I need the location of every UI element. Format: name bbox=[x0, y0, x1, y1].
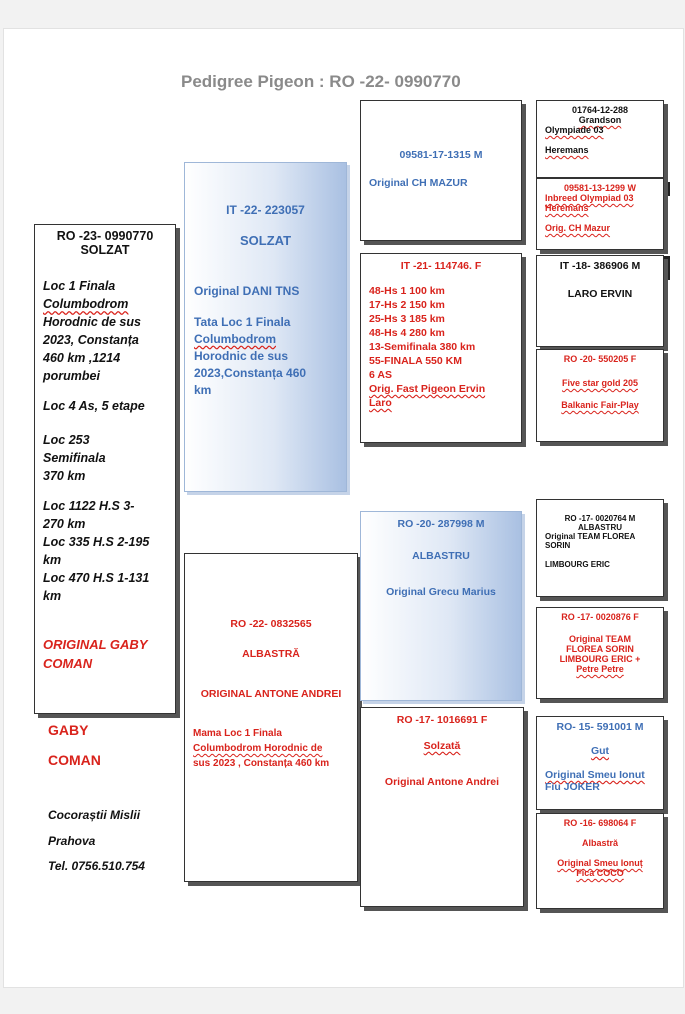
note-line: Tata Loc 1 Finala bbox=[194, 315, 291, 329]
subject-results bbox=[43, 277, 167, 605]
sire-sire-origin: Original CH MAZUR bbox=[369, 177, 468, 189]
dam-dam-card bbox=[360, 707, 524, 907]
note-line: Mama Loc 1 Finala bbox=[193, 728, 282, 739]
breeder-name-first: GABY bbox=[48, 722, 89, 738]
dss-line: ALBASTRU bbox=[578, 523, 622, 532]
result-line: Semifinala bbox=[43, 451, 106, 465]
sire-sire-ring: 09581-17-1315 M bbox=[399, 149, 483, 161]
dam-card bbox=[184, 553, 358, 882]
dam-sire-origin: Original Grecu Marius bbox=[386, 586, 496, 598]
dam-ring: RO -22- 0832565 bbox=[230, 618, 312, 630]
page-title: Pedigree Pigeon : RO -22- 0990770 bbox=[181, 72, 461, 91]
ddd-line: Fica COCO bbox=[576, 868, 624, 878]
result-line: 48-Hs 1 100 km bbox=[369, 285, 445, 297]
result-line: Loc 335 H.S 2-195 bbox=[43, 535, 150, 549]
origin-line: Laro bbox=[369, 397, 392, 409]
dam-sire-name: ALBASTRU bbox=[412, 550, 470, 562]
ssd-line: Heremans bbox=[545, 203, 589, 213]
origin-line: COMAN bbox=[43, 656, 93, 671]
sss-line: Heremans bbox=[545, 145, 589, 155]
sss-card bbox=[536, 100, 664, 178]
subject-origin bbox=[43, 635, 167, 673]
dds-line: Fiu JOKER bbox=[545, 781, 600, 793]
result-line: 370 km bbox=[43, 469, 86, 483]
subject-card bbox=[34, 224, 176, 714]
sss-ring: 01764-12-288 bbox=[571, 105, 629, 115]
result-line: 6 AS bbox=[369, 369, 392, 381]
dss-ring: RO -17- 0020764 M bbox=[564, 514, 636, 523]
note-line: sus 2023 , Constanța 460 km bbox=[193, 758, 330, 769]
breeder-locality: Cocoraștii Mislii bbox=[48, 808, 141, 822]
dam-dam-ring: RO -17- 1016691 F bbox=[396, 714, 488, 726]
edge-marker bbox=[664, 256, 670, 280]
sds-card bbox=[536, 255, 664, 347]
ddd-ring: RO -16- 698064 F bbox=[563, 818, 637, 828]
dds-ring: RO- 15- 591001 M bbox=[556, 721, 644, 733]
sire-name: SOLZAT bbox=[239, 233, 292, 248]
breeder-phone: Tel. 0756.510.754 bbox=[48, 859, 145, 873]
dam-sire-ring: RO -20- 287998 M bbox=[397, 518, 485, 530]
result-line: 17-Hs 2 150 km bbox=[369, 299, 445, 311]
dsd-ring: RO -17- 0020876 F bbox=[561, 612, 639, 622]
dss-card bbox=[536, 499, 664, 597]
result-line: Loc 1122 H.S 3- bbox=[43, 499, 135, 513]
ssd-line: Inbreed Olympiad 03 bbox=[545, 193, 634, 203]
ssd-ring: 09581-13-1299 W bbox=[563, 183, 637, 193]
result-line: Columbodrom bbox=[43, 297, 129, 311]
dss-line: Original TEAM FLOREA bbox=[545, 532, 636, 541]
ssd-card bbox=[536, 178, 664, 250]
sire-dam-card bbox=[360, 253, 522, 443]
note-line: km bbox=[194, 383, 212, 397]
dsd-line: LIMBOURG ERIC + bbox=[559, 654, 641, 664]
sire-origin: Original DANI TNS bbox=[194, 284, 300, 298]
ssd-line: Orig. CH Mazur bbox=[545, 223, 611, 233]
note-line: 2023,Constanța 460 bbox=[194, 366, 307, 380]
dsd-card bbox=[536, 607, 664, 699]
result-line: 460 km ,1214 bbox=[43, 351, 121, 365]
breeder-name-last: COMAN bbox=[48, 752, 101, 768]
result-line: 270 km bbox=[43, 517, 86, 531]
ddd-line: Original Smeu Ionuț bbox=[557, 858, 643, 868]
sss-line: Olympiade 03 bbox=[545, 125, 604, 135]
sire-sire-card bbox=[360, 100, 522, 241]
dds-line: Gut bbox=[590, 745, 610, 757]
dds-line: Original Smeu Ionut bbox=[545, 769, 645, 781]
dam-dam-name: Solzată bbox=[423, 740, 461, 752]
subject-ring: RO -23- 0990770 bbox=[56, 229, 154, 243]
result-line: Loc 253 bbox=[43, 433, 90, 447]
sire-notes bbox=[194, 314, 337, 399]
subject-name: SOLZAT bbox=[80, 243, 130, 257]
dam-notes bbox=[193, 726, 349, 771]
dss-line: LIMBOURG ERIC bbox=[545, 560, 610, 569]
sire-dam-ring: IT -21- 114746. F bbox=[400, 260, 482, 272]
sdd-line: Balkanic Fair-Play bbox=[561, 400, 639, 410]
sdd-ring: RO -20- 550205 F bbox=[563, 354, 637, 364]
result-line: 13-Semifinala 380 km bbox=[369, 341, 476, 353]
dsd-line: Original TEAM bbox=[568, 634, 631, 644]
dam-dam-origin: Original Antone Andrei bbox=[384, 776, 500, 788]
sire-dam-results bbox=[369, 284, 513, 410]
dam-origin: ORIGINAL ANTONE ANDREI bbox=[200, 688, 342, 700]
sdd-card bbox=[536, 349, 664, 442]
result-line: 55-FINALA 550 KM bbox=[369, 355, 462, 367]
note-line: Horodnic de sus bbox=[194, 349, 289, 363]
result-line: 2023, Constanța bbox=[43, 333, 139, 347]
sire-ring: IT -22- 223057 bbox=[226, 203, 305, 217]
origin-line: ORIGINAL GABY bbox=[43, 637, 148, 652]
breeder-county: Prahova bbox=[48, 834, 96, 848]
note-line: Columbodrom bbox=[194, 332, 276, 346]
result-line: Loc 1 Finala bbox=[43, 279, 116, 293]
result-line: Horodnic de sus bbox=[43, 315, 141, 329]
result-line: km bbox=[43, 553, 62, 567]
result-line: Loc 470 H.S 1-131 bbox=[43, 571, 150, 585]
origin-line: Orig. Fast Pigeon Ervin bbox=[369, 383, 486, 395]
result-line: Loc 4 As, 5 etape bbox=[43, 399, 145, 413]
result-line: 25-Hs 3 185 km bbox=[369, 313, 445, 325]
note-line: Columbodrom Horodnic de bbox=[193, 743, 323, 754]
dam-sire-card bbox=[360, 511, 522, 701]
ddd-card bbox=[536, 813, 664, 909]
sss-line: Grandson bbox=[578, 115, 622, 125]
sds-line: LARO ERVIN bbox=[567, 288, 633, 300]
result-line: porumbei bbox=[43, 369, 100, 383]
result-line: 48-Hs 4 280 km bbox=[369, 327, 445, 339]
dsd-line: FLOREA SORIN bbox=[566, 644, 634, 654]
result-line: km bbox=[43, 589, 62, 603]
edge-marker bbox=[664, 182, 670, 196]
sds-ring: IT -18- 386906 M bbox=[559, 260, 641, 272]
dss-line: SORIN bbox=[545, 541, 571, 550]
sire-card bbox=[184, 162, 347, 492]
dds-card bbox=[536, 716, 664, 810]
dsd-line: Petre Petre bbox=[576, 664, 624, 674]
sdd-line: Five star gold 205 bbox=[561, 378, 639, 388]
ddd-line: Albastră bbox=[581, 838, 618, 848]
dam-name: ALBASTRĂ bbox=[242, 648, 300, 660]
